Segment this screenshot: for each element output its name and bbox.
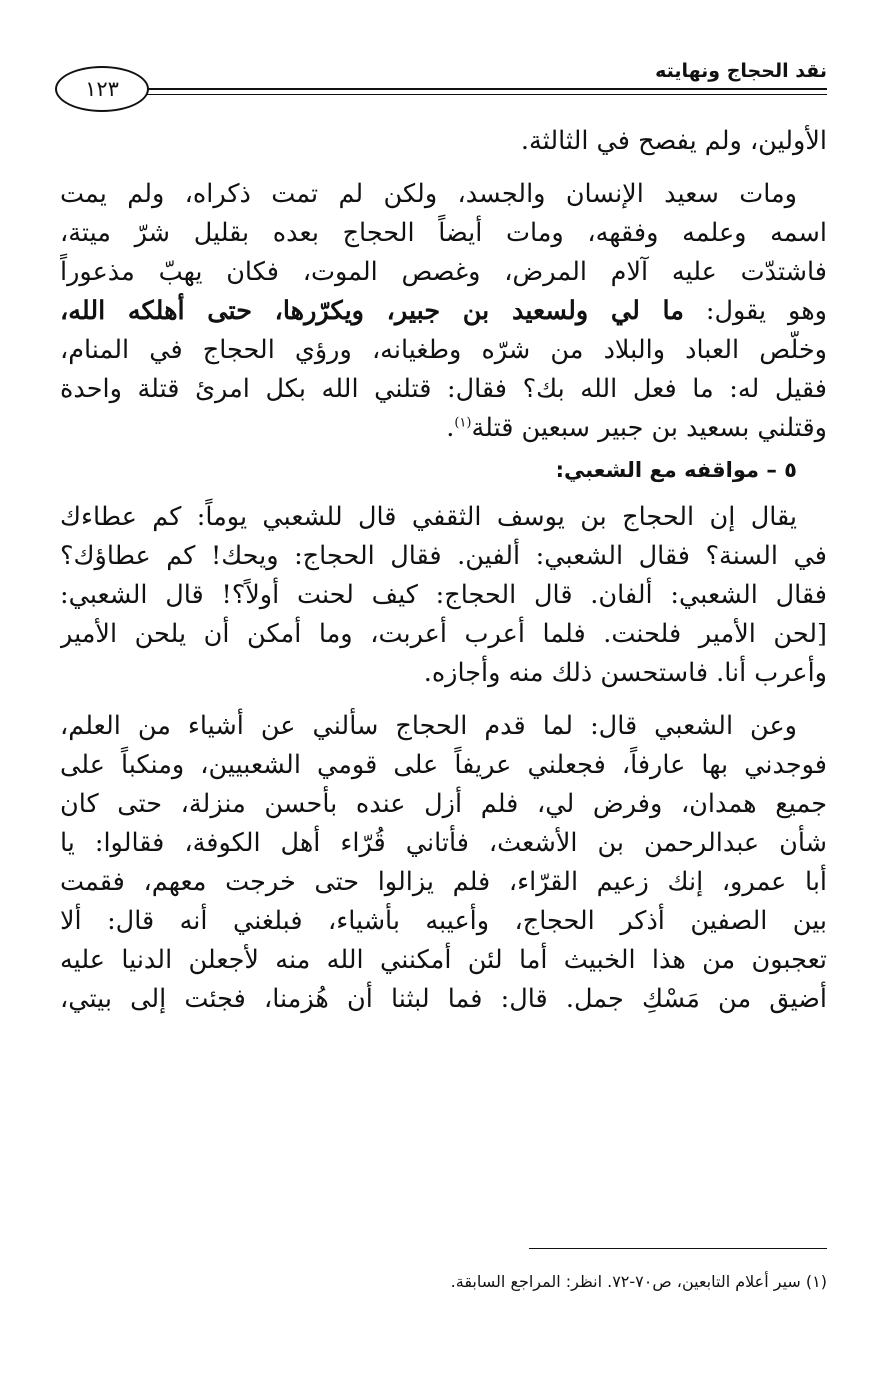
section-heading: ٥ – مواقفه مع الشعبي: [555,458,797,482]
text-line: اسمه وعلمه وفقهه، ومات أيضاً الحجاج بعده بقليل شرّ ميتة، [60,218,827,248]
text-line: وخلّص العباد والبلاد من شرّه وطغيانه، ورؤي الحجاج في المنام، [60,335,827,365]
text-line: [لحن الأمير فلحنت. فلما أعرب أعربت، وما أمكن أن يلحن الأمير [60,619,827,649]
text-line: يقال إن الحجاج بن يوسف الثقفي قال للشعبي يوماً: كم عطاءك [60,502,797,532]
text-line: الأولين، ولم يفصح في الثالثة. [520,126,827,156]
text-line [60,409,827,448]
text-line: ومات سعيد الإنسان والجسد، ولكن لم تمت ذكراه، ولم يمت [60,179,797,209]
text-line: في السنة؟ فقال الشعبي: ألفين. فقال الحجاج: ويحك! كم عطاؤك؟ [60,541,827,571]
text-span: وقتلني بسعيد بن جبير سبعين قتلة [471,413,827,443]
text-line: أضيق من مَسْكِ جمل. قال: فما لبثنا أن هُزمنا، فجئت إلى بيتي، [60,984,827,1014]
footnote-separator [529,1248,827,1249]
text-line: جميع همدان، وفرض لي، فلم أزل عنده بأحسن منزلة، حتى كان [60,789,827,819]
text-line: فوجدني بها عارفاً، فجعلني عريفاً على قومي الشعبيين، ومنكباً على [60,750,827,780]
header-rule-thin [147,94,827,95]
text-line: فقيل له: ما فعل الله بك؟ فقال: قتلني الله بكل امرئ قتلة واحدة [60,374,827,404]
text-span: . [446,413,455,443]
page-number-badge: ١٢٣ [55,66,149,112]
running-title: نقد الحجاج ونهايته [655,60,827,82]
text-line: وأعرب أنا. فاستحسن ذلك منه وأجازه. [423,658,827,688]
text-line: أبا عمرو، إنك زعيم القرّاء، فلم يزالوا حتى خرجت معهم، فقمت [60,867,827,897]
text-line: فقال الشعبي: ألفان. قال الحجاج: كيف لحنت أولاً؟! قال الشعبي: [60,580,827,610]
text-line: شأن عبدالرحمن بن الأشعث، فأتاني قُرّاء أهل الكوفة، فقالوا: يا [60,828,827,858]
header-rule-thick [147,88,827,90]
text-span: وهو يقول: [683,296,827,326]
footnote: (١) سير أعلام التابعين، ص٧٠-٧٢. انظر: المراجع السابقة. [450,1272,827,1291]
text-line: وعن الشعبي قال: لما قدم الحجاج سألني عن أشياء من العلم، [60,711,797,741]
text-line [60,292,827,331]
text-line: بين الصفين أذكر الحجاج، وأعيبه بأشياء، فبلغني أنه قال: ألا [60,906,827,936]
text-line: تعجبون من هذا الخبيث أما لئن أمكنني الله منه لأجعلن الدنيا عليه [60,945,827,975]
bold-quote: ما لي ولسعيد بن جبير، ويكرّرها، حتى أهلكه الله، [60,296,684,326]
footnote-marker: (١) [454,415,472,431]
body-text [60,122,827,1019]
page-header [55,56,827,116]
text-line: فاشتدّت عليه آلام المرض، وغصص الموت، فكان يهبّ مذعوراً [60,257,827,287]
